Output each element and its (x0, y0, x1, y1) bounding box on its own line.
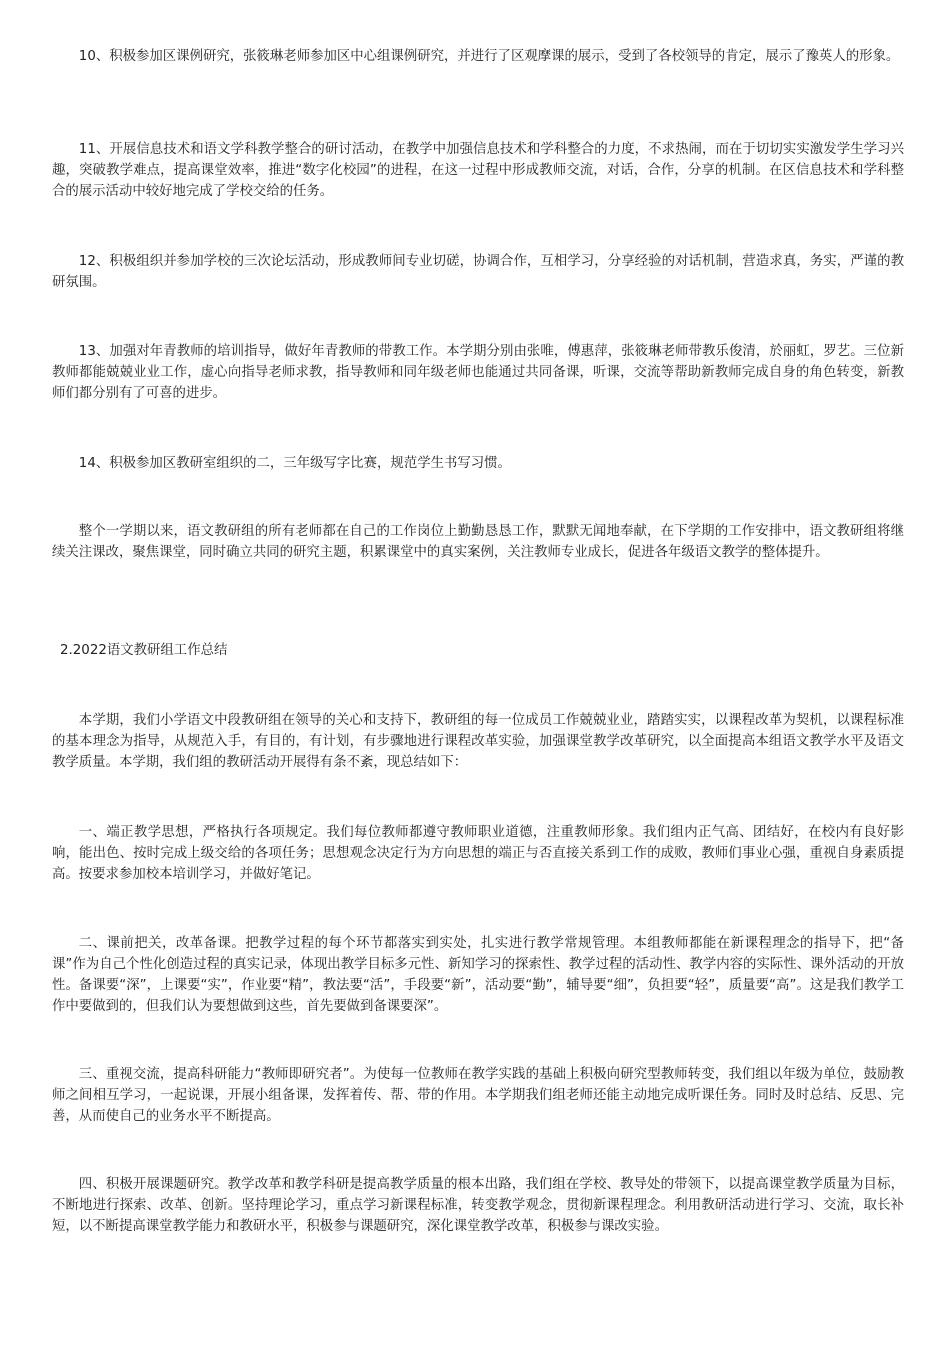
paragraph-section-1: 一、端正教学思想，严格执行各项规定。我们每位教师都遵守教师职业道德，注重教师形象。我们组内正气高、团结好，在校内有良好影响，能出色、按时完成上级交给的各项任务；思想观念决定行为方向思想的端正与否直接关系到工作的成败，教师们事业心强，重视自身素质提高。按要求参加校本培训学习，并做好笔记。 (52, 825, 904, 882)
paragraph-item-12: 12、积极组织并参加学校的三次论坛活动，形成教师间专业切磋，协调合作，互相学习，分享经验的对话机制，营造求真，务实，严谨的教研氛围。 (52, 254, 904, 290)
paragraph-item-14: 14、积极参加区教研室组织的二，三年级写字比赛，规范学生书写习惯。 (78, 456, 511, 471)
paragraph-summary: 整个一学期以来，语文教研组的所有老师都在自己的工作岗位上勤勤恳恳工作，默默无闻地奉献，在下学期的工作安排中，语文教研组将继续关注课改，聚焦课堂，同时确立共同的研究主题，积累课堂中的真实案例，关注教师专业成长，促进各年级语文教学的整体提升。 (52, 524, 904, 560)
paragraph-section-3: 三、重视交流，提高科研能力“教师即研究者”。为使每一位教师在教学实践的基础上积极向研究型教师转变，我们组以年级为单位，鼓励教师之间相互学习，一起说课，开展小组备课，发挥着传、帮、带的作用。本学期我们组老师还能主动地完成听课任务。同时及时总结、反思、完善，从而使自己的业务水平不断提高。 (52, 1067, 904, 1124)
paragraph-section-4: 四、积极开展课题研究。教学改革和教学科研是提高教学质量的根本出路，我们组在学校、教导处的带领下，以提高课堂教学质量为目标，不断地进行探索、改革、创新。坚持理论学习，重点学习新课程标准，转变教学观念，贯彻新课程理念。利用教研活动进行学习、交流，取长补短，以不断提高课堂教学能力和教研水平，积极参与课题研究，深化课堂教学改革，积极参与课改实验。 (52, 1177, 904, 1234)
paragraph-section-2: 二、课前把关，改革备课。把教学过程的每个环节都落实到实处，扎实进行教学常规管理。本组教师都能在新课程理念的指导下，把“备课”作为自己个性化创造过程的真实记录，体现出教学目标多元性、新知学习的探索性、教学过程的活动性、教学内容的实际性、课外活动的开放性。备课要“深”，上课要“实”，作业要“精”，教法要“活”，手段要“新”，活动要“勤”，辅导要“细”，负担要“轻”，质量要“高”。这是我们教学工作中要做到的，但我们认为要想做到这些，首先要做到备课要深”。 (52, 936, 904, 1014)
paragraph-intro: 本学期，我们小学语文中段教研组在领导的关心和支持下，教研组的每一位成员工作兢兢业业，踏踏实实，以课程改革为契机，以课程标准的基本理念为指导，从规范入手，有目的，有计划，有步骤地进行课程改革实验，加强课堂教学改革研究，以全面提高本组语文教学水平及语文教学质量。本学期，我们组的教研活动开展得有条不紊，现总结如下： (52, 713, 904, 770)
paragraph-item-11: 11、开展信息技术和语文学科教学整合的研讨活动，在教学中加强信息技术和学科整合的力度，不求热闹，而在于切切实实激发学生学习兴趣，突破教学难点，提高课堂效率，推进“数字化校园”的进程，在这一过程中形成教师交流，对话，合作，分享的机制。在区信息技术和学科整合的展示活动中较好地完成了学校交给的任务。 (52, 142, 904, 199)
paragraph-item-13: 13、加强对年青教师的培训指导，做好年青教师的带教工作。本学期分别由张唯，傅惠萍，张筱琳老师带教乐俊清，於丽虹，罗艺。三位新教师都能兢兢业业工作，虚心向指导老师求教，指导教师和同年级老师也能通过共同备课，听课，交流等帮助新教师完成自身的角色转变，新教师们都分别有了可喜的进步。 (52, 344, 904, 401)
section-heading: 2.2022语文教研组工作总结 (60, 643, 228, 658)
paragraph-item-10: 10、积极参加区课例研究，张筱琳老师参加区中心组课例研究，并进行了区观摩课的展示，受到了各校领导的肯定，展示了豫英人的形象。 (78, 49, 900, 64)
